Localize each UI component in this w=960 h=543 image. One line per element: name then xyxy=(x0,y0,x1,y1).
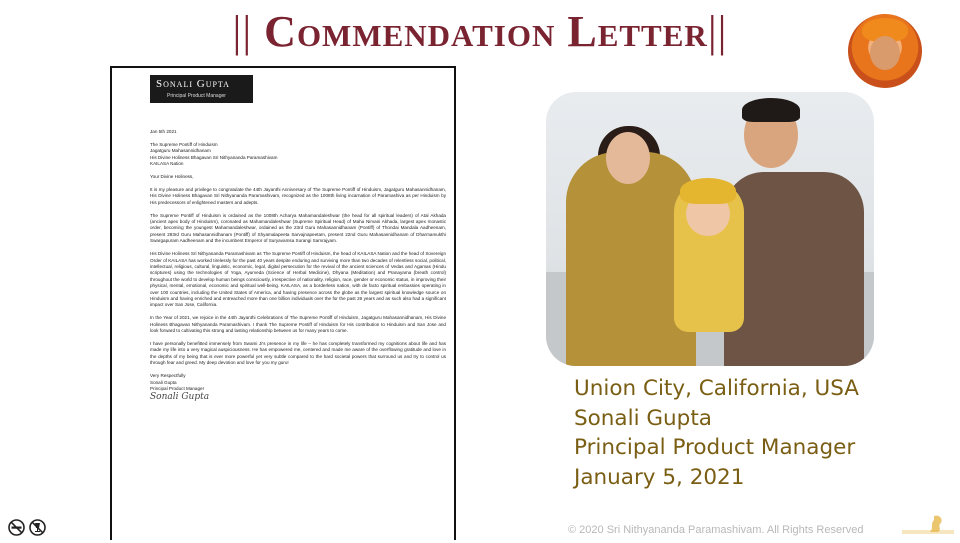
info-location: Union City, California, USA xyxy=(574,376,860,401)
kailasa-logo-icon xyxy=(900,512,956,538)
letterhead-name: Sonali Gupta xyxy=(156,78,230,90)
info-role: Principal Product Manager xyxy=(574,435,856,460)
guru-avatar xyxy=(848,14,922,88)
recipient-line: Jagatguru Mahasannidhanam xyxy=(150,148,211,154)
avatar-face xyxy=(870,36,900,70)
copyright-text: © 2020 Sri Nithyananda Paramashivam. All Rights Reserved xyxy=(568,524,864,536)
letter-paragraph: His Divine Holiness Sri Nithyananda Paramashivam as The Supreme Pontiff of Hinduism, the head of KAILASA Nation and the head of Sovereign Order of KAILASA has worked tirelessly for the past 40 years despite enduring and surviving more than two decades of relentless social, political, intellectual, religious, cultural, linguistic, economic, legal, digital persecution for the revival of the ancient sciences of Vedas and Agamas (Hindu scriptures) using the technologies of Yoga, Ayurveda (Science of Herbal Medicine), Dhyana (Meditation) and Pranayama (breath control) throughout the world to develop human beings consciously, irrespective of nationality, religion, race, gender or economic status, in improving their physical, mental, emotional, economic and spiritual well-being. KAILASA, as a borderless nation, with de facto spiritual embassies operating in over 100 countries, including the United States of America, and having presence across the globe as the largest spiritual knowledge source on Hinduism and having enriched and entreached more than one billion individuals over the for the past 26 years and as such also had a significant impact over San Jose, California. xyxy=(150,251,446,308)
info-date: January 5, 2021 xyxy=(574,464,745,490)
recipient-line: His Divine Holiness Bhagavan Sri Nithyananda Paramashivam xyxy=(150,154,278,160)
letter-paragraph: In the Year of 2021, we rejoice in the 44th Jayanthi Celebrations of The Supreme Pontiff of Hinduism, Jagatguru Mahasannidhanam, His Divine Holiness Bhagavan Nithyananda Paramashivam. I thank The Supreme Pontiff of Hinduism for His contribution to Hinduism and San Jose and look forward to cultivating this strong and lasting relationship between us for many years to come. xyxy=(150,315,446,334)
letter-recipient xyxy=(150,142,446,168)
letter-salutation: Your Divine Holiness, xyxy=(150,174,194,180)
letterhead xyxy=(150,75,253,103)
title-text: Commendation Letter xyxy=(264,7,708,56)
recipient-line: KAILASA Nation xyxy=(150,161,184,167)
letter-paragraph: The Supreme Pontiff of Hinduism is ordained as the 1008th Acharya Mahamandaleshwar (the head for all spiritual leaders) of Atal Akhada (ancient apex body of Hinduism), coronated as Mahamandaleshwar (Supreme Spiritual Head) of Maha Nirvani Akhada, largest apex monastic order, becoming the youngest Mahamandaleshwar, ordained as the 23rd Guru Mahasannidhanam (Pontiff) of Thondai Mandala Aadheenam, present 293rd Guru Mahasannidhanam (Pontiff) of Shyamalapeeta Sarvajnapeetam, present 22nd Guru Mahasannidhanam of Dharmamukthi Swargapuram Aadheenam and the incumbent Emperor of Suryavamsa Surangi Samrajyam. xyxy=(150,212,446,244)
letter-paragraph: I have personally benefitted immensely from Swami Ji's presence in my life – he has completely transformed my cognitions about life and has made my life into a very magical auspiciousness. He has empowered me, centered and made me aware of the overflowing gratitude and love in the depths of my being that is ever more powerful yet very subtle compared to the hard societal powers that surround us and try to control us through fear and greed. My deep devotion and love for you my guru! xyxy=(150,341,446,366)
footer-icons xyxy=(8,519,46,536)
no-alcohol-icon xyxy=(29,519,46,536)
commendation-letter-image xyxy=(110,66,456,540)
photo-woman-face xyxy=(606,132,650,184)
closing-line: Principal Product Manager xyxy=(150,386,205,391)
letter-paragraph: It is my pleasure and privilege to congratulate the 44th Jayanthi Anniversary of The Supreme Pontiff of Hinduism, Jagatguru Mahasannidhanam, His Divine Holiness Bhagavan Sri Nithyananda Paramashivam, recognized as the 1008th living incarnation of Paramashiva as per Hinduism by His predecessors of enlightened masters and adepts. xyxy=(150,186,446,205)
closing-line: Sonali Gupta xyxy=(150,379,177,385)
letterhead-role: Principal Product Manager xyxy=(167,93,226,99)
page-title xyxy=(0,2,960,62)
letter-closing xyxy=(150,373,446,392)
letter-body xyxy=(150,129,446,401)
letter-date: Jan 5th 2021 xyxy=(150,129,177,134)
commender-info xyxy=(574,374,954,492)
photo-man-hair xyxy=(742,98,800,122)
recipient-line: The Supreme Pontiff of Hinduism xyxy=(150,141,218,147)
family-photo xyxy=(546,92,874,366)
title-bars-right: || xyxy=(707,7,728,56)
photo-man xyxy=(724,172,864,366)
closing-line: Very Respectfully xyxy=(150,373,186,379)
signature: Sonali Gupta xyxy=(150,392,210,403)
title-bars-left: || xyxy=(232,7,265,56)
photo-baby-hat xyxy=(680,178,736,204)
no-smoking-icon xyxy=(8,519,25,536)
info-name: Sonali Gupta xyxy=(574,405,712,431)
